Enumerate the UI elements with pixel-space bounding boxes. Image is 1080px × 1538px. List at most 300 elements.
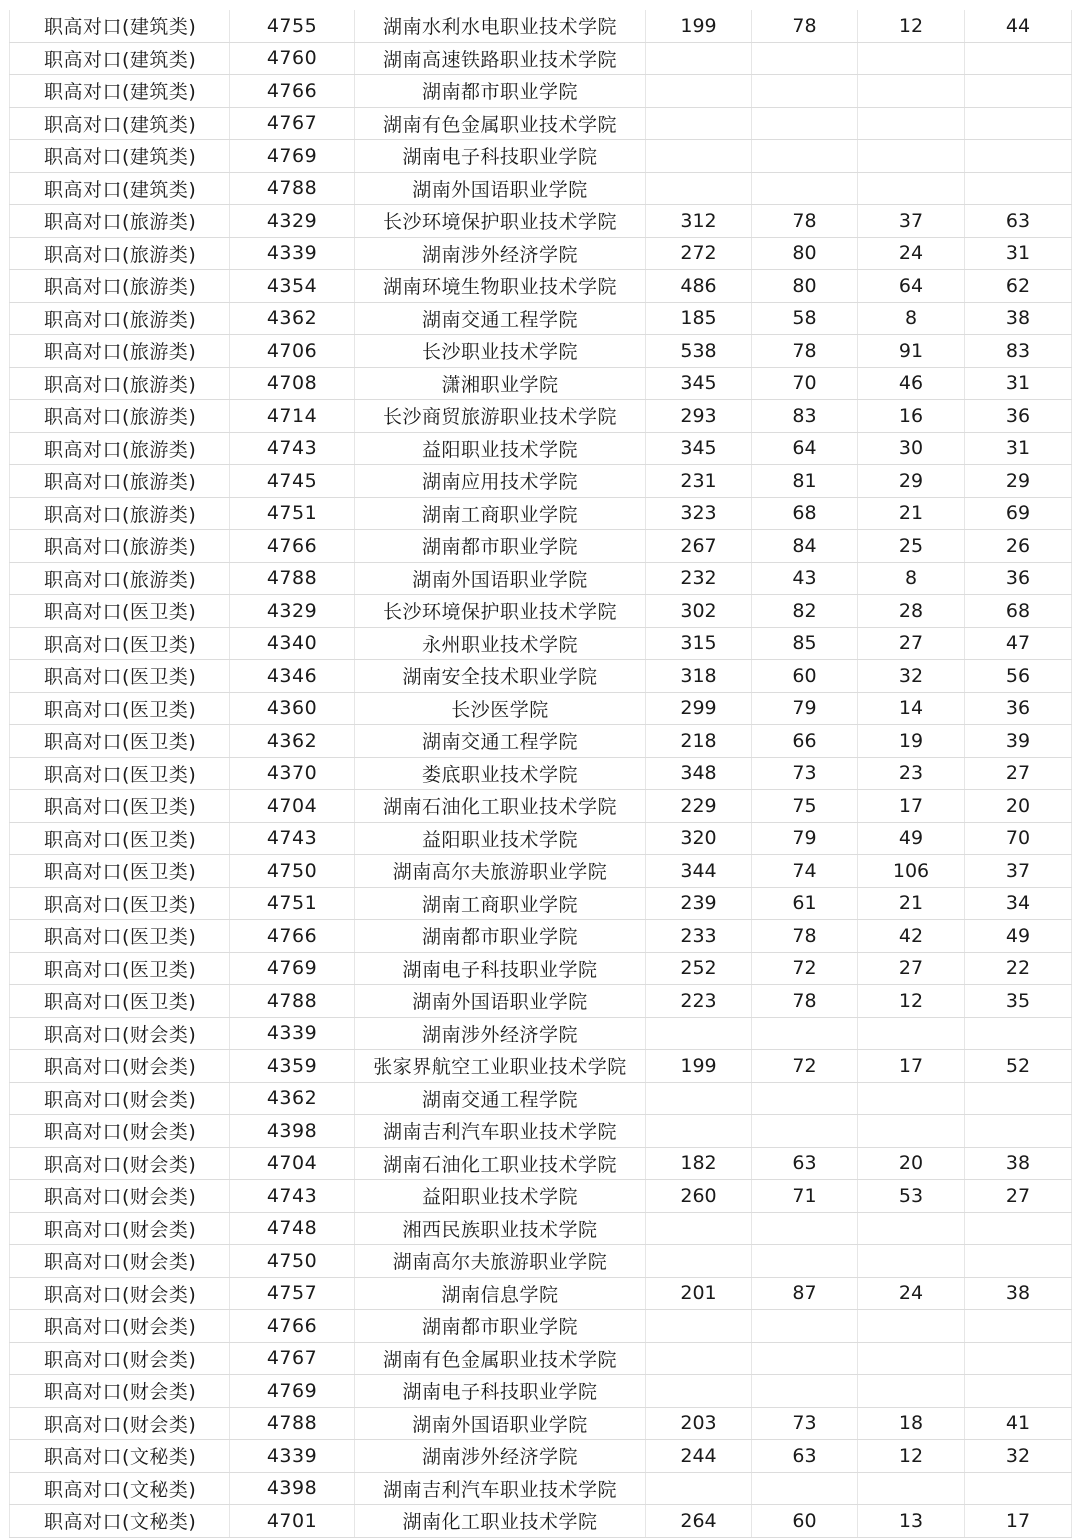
table-row: [10, 1017, 1072, 1050]
value-4-cell: [965, 42, 1072, 75]
value-3-cell: 12: [858, 1440, 965, 1473]
value-3-cell: 12: [858, 10, 965, 42]
value-4-cell: 27: [965, 757, 1072, 790]
school-name-cell: 湖南应用技术学院: [355, 465, 646, 498]
value-3-cell: [858, 107, 965, 140]
school-name-cell: 湖南交通工程学院: [355, 725, 646, 758]
school-code-cell: 4767: [230, 1342, 355, 1375]
table-row: [10, 42, 1072, 75]
table-row: [10, 270, 1072, 303]
value-1-cell: 199: [646, 10, 752, 42]
school-code-cell: 4398: [230, 1115, 355, 1148]
school-name-cell: 张家界航空工业职业技术学院: [355, 1050, 646, 1083]
table-row: [10, 1115, 1072, 1148]
value-2-cell: 80: [752, 270, 858, 303]
value-3-cell: 42: [858, 920, 965, 953]
value-1-cell: 199: [646, 1050, 752, 1083]
value-2-cell: 74: [752, 855, 858, 888]
value-1-cell: [646, 1342, 752, 1375]
value-4-cell: [965, 1472, 1072, 1505]
school-name-cell: 娄底职业技术学院: [355, 757, 646, 790]
category-cell: 职高对口(医卫类): [10, 595, 230, 628]
value-2-cell: 82: [752, 595, 858, 628]
category-cell: 职高对口(旅游类): [10, 400, 230, 433]
value-2-cell: [752, 1212, 858, 1245]
value-1-cell: 320: [646, 822, 752, 855]
value-1-cell: 218: [646, 725, 752, 758]
value-2-cell: [752, 140, 858, 173]
value-3-cell: 8: [858, 302, 965, 335]
value-1-cell: 244: [646, 1440, 752, 1473]
value-1-cell: [646, 172, 752, 205]
value-3-cell: 91: [858, 335, 965, 368]
category-cell: 职高对口(财会类): [10, 1277, 230, 1310]
school-code-cell: 4755: [230, 10, 355, 42]
table-row: [10, 790, 1072, 823]
value-4-cell: 56: [965, 660, 1072, 693]
category-cell: 职高对口(财会类): [10, 1245, 230, 1278]
value-4-cell: [965, 172, 1072, 205]
value-4-cell: 39: [965, 725, 1072, 758]
value-1-cell: [646, 1017, 752, 1050]
value-1-cell: 344: [646, 855, 752, 888]
table-row: [10, 822, 1072, 855]
value-2-cell: 71: [752, 1180, 858, 1213]
category-cell: 职高对口(文秘类): [10, 1505, 230, 1538]
value-4-cell: 62: [965, 270, 1072, 303]
school-code-cell: 4370: [230, 757, 355, 790]
category-cell: 职高对口(旅游类): [10, 367, 230, 400]
category-cell: 职高对口(财会类): [10, 1147, 230, 1180]
school-name-cell: 湖南电子科技职业学院: [355, 952, 646, 985]
category-cell: 职高对口(建筑类): [10, 107, 230, 140]
value-4-cell: [965, 1017, 1072, 1050]
value-3-cell: 21: [858, 497, 965, 530]
school-code-cell: 4329: [230, 595, 355, 628]
school-name-cell: 湖南吉利汽车职业技术学院: [355, 1472, 646, 1505]
value-2-cell: 61: [752, 887, 858, 920]
school-code-cell: 4708: [230, 367, 355, 400]
value-1-cell: 312: [646, 205, 752, 238]
value-3-cell: 25: [858, 530, 965, 563]
school-code-cell: 4767: [230, 107, 355, 140]
category-cell: 职高对口(财会类): [10, 1115, 230, 1148]
school-name-cell: 长沙医学院: [355, 692, 646, 725]
category-cell: 职高对口(医卫类): [10, 887, 230, 920]
school-code-cell: 4766: [230, 75, 355, 108]
value-1-cell: 264: [646, 1505, 752, 1538]
table-row: [10, 1212, 1072, 1245]
value-2-cell: 85: [752, 627, 858, 660]
value-2-cell: 70: [752, 367, 858, 400]
value-2-cell: 78: [752, 10, 858, 42]
value-2-cell: [752, 1017, 858, 1050]
table-row: [10, 562, 1072, 595]
category-cell: 职高对口(旅游类): [10, 562, 230, 595]
value-1-cell: [646, 1375, 752, 1408]
value-4-cell: [965, 1082, 1072, 1115]
school-name-cell: 湖南工商职业学院: [355, 887, 646, 920]
value-1-cell: [646, 1472, 752, 1505]
category-cell: 职高对口(建筑类): [10, 10, 230, 42]
school-name-cell: 湖南高尔夫旅游职业学院: [355, 855, 646, 888]
value-2-cell: [752, 1310, 858, 1343]
school-code-cell: 4743: [230, 1180, 355, 1213]
category-cell: 职高对口(旅游类): [10, 465, 230, 498]
table-row: [10, 1082, 1072, 1115]
value-3-cell: 28: [858, 595, 965, 628]
school-code-cell: 4750: [230, 855, 355, 888]
school-name-cell: 湖南外国语职业学院: [355, 172, 646, 205]
school-code-cell: 4340: [230, 627, 355, 660]
school-name-cell: 湘西民族职业技术学院: [355, 1212, 646, 1245]
table-row: [10, 1147, 1072, 1180]
value-3-cell: 8: [858, 562, 965, 595]
value-3-cell: 24: [858, 1277, 965, 1310]
table-row: [10, 172, 1072, 205]
value-1-cell: [646, 1115, 752, 1148]
category-cell: 职高对口(医卫类): [10, 822, 230, 855]
category-cell: 职高对口(财会类): [10, 1050, 230, 1083]
category-cell: 职高对口(旅游类): [10, 530, 230, 563]
value-4-cell: 17: [965, 1505, 1072, 1538]
school-name-cell: 益阳职业技术学院: [355, 822, 646, 855]
score-table-sheet: [9, 10, 1071, 1538]
value-3-cell: [858, 172, 965, 205]
school-code-cell: 4788: [230, 172, 355, 205]
value-1-cell: 252: [646, 952, 752, 985]
value-3-cell: 30: [858, 432, 965, 465]
school-code-cell: 4760: [230, 42, 355, 75]
value-4-cell: 31: [965, 432, 1072, 465]
value-2-cell: 72: [752, 952, 858, 985]
category-cell: 职高对口(旅游类): [10, 270, 230, 303]
value-4-cell: 49: [965, 920, 1072, 953]
value-2-cell: [752, 75, 858, 108]
value-4-cell: 26: [965, 530, 1072, 563]
value-4-cell: 69: [965, 497, 1072, 530]
value-4-cell: [965, 1310, 1072, 1343]
value-2-cell: [752, 1082, 858, 1115]
category-cell: 职高对口(财会类): [10, 1180, 230, 1213]
value-3-cell: 64: [858, 270, 965, 303]
school-name-cell: 湖南有色金属职业技术学院: [355, 107, 646, 140]
school-code-cell: 4750: [230, 1245, 355, 1278]
value-3-cell: [858, 1310, 965, 1343]
value-1-cell: 229: [646, 790, 752, 823]
value-2-cell: [752, 107, 858, 140]
value-1-cell: 345: [646, 432, 752, 465]
value-1-cell: [646, 140, 752, 173]
value-2-cell: 72: [752, 1050, 858, 1083]
value-1-cell: 239: [646, 887, 752, 920]
value-3-cell: [858, 1342, 965, 1375]
category-cell: 职高对口(建筑类): [10, 140, 230, 173]
school-name-cell: 益阳职业技术学院: [355, 1180, 646, 1213]
table-row: [10, 757, 1072, 790]
value-2-cell: 78: [752, 335, 858, 368]
value-2-cell: 78: [752, 205, 858, 238]
value-3-cell: 18: [858, 1407, 965, 1440]
value-3-cell: 13: [858, 1505, 965, 1538]
value-1-cell: 182: [646, 1147, 752, 1180]
value-3-cell: 32: [858, 660, 965, 693]
value-3-cell: [858, 1115, 965, 1148]
value-2-cell: [752, 42, 858, 75]
school-name-cell: 潇湘职业学院: [355, 367, 646, 400]
table-row: [10, 725, 1072, 758]
table-row: [10, 1407, 1072, 1440]
value-4-cell: [965, 107, 1072, 140]
school-name-cell: 湖南电子科技职业学院: [355, 140, 646, 173]
school-name-cell: 湖南涉外经济学院: [355, 1017, 646, 1050]
value-4-cell: 36: [965, 562, 1072, 595]
value-4-cell: [965, 1342, 1072, 1375]
school-code-cell: 4751: [230, 887, 355, 920]
value-4-cell: 36: [965, 400, 1072, 433]
table-row: [10, 1180, 1072, 1213]
school-name-cell: 湖南安全技术职业学院: [355, 660, 646, 693]
value-4-cell: 44: [965, 10, 1072, 42]
value-2-cell: 81: [752, 465, 858, 498]
value-2-cell: 73: [752, 1407, 858, 1440]
school-name-cell: 长沙职业技术学院: [355, 335, 646, 368]
school-name-cell: 长沙商贸旅游职业技术学院: [355, 400, 646, 433]
category-cell: 职高对口(文秘类): [10, 1440, 230, 1473]
school-code-cell: 4359: [230, 1050, 355, 1083]
value-2-cell: [752, 1115, 858, 1148]
value-3-cell: 14: [858, 692, 965, 725]
value-2-cell: 64: [752, 432, 858, 465]
table-row: [10, 920, 1072, 953]
school-name-cell: 湖南涉外经济学院: [355, 237, 646, 270]
table-row: [10, 75, 1072, 108]
table-row: [10, 855, 1072, 888]
value-4-cell: 32: [965, 1440, 1072, 1473]
value-4-cell: 38: [965, 1277, 1072, 1310]
value-1-cell: 315: [646, 627, 752, 660]
value-2-cell: 83: [752, 400, 858, 433]
table-row: [10, 140, 1072, 173]
value-3-cell: [858, 42, 965, 75]
value-1-cell: [646, 42, 752, 75]
school-name-cell: 永州职业技术学院: [355, 627, 646, 660]
value-3-cell: 17: [858, 790, 965, 823]
table-row: [10, 1277, 1072, 1310]
school-name-cell: 湖南水利水电职业技术学院: [355, 10, 646, 42]
school-name-cell: 益阳职业技术学院: [355, 432, 646, 465]
category-cell: 职高对口(财会类): [10, 1342, 230, 1375]
value-1-cell: [646, 1212, 752, 1245]
value-1-cell: 323: [646, 497, 752, 530]
school-name-cell: 湖南有色金属职业技术学院: [355, 1342, 646, 1375]
value-1-cell: 232: [646, 562, 752, 595]
table-row: [10, 1310, 1072, 1343]
category-cell: 职高对口(财会类): [10, 1407, 230, 1440]
table-row: [10, 1375, 1072, 1408]
value-4-cell: 52: [965, 1050, 1072, 1083]
table-row: [10, 1440, 1072, 1473]
value-2-cell: 79: [752, 692, 858, 725]
school-code-cell: 4743: [230, 432, 355, 465]
school-name-cell: 湖南石油化工职业技术学院: [355, 790, 646, 823]
category-cell: 职高对口(财会类): [10, 1375, 230, 1408]
table-row: [10, 887, 1072, 920]
table-row: [10, 952, 1072, 985]
table-row: [10, 1245, 1072, 1278]
school-code-cell: 4339: [230, 1017, 355, 1050]
value-3-cell: 106: [858, 855, 965, 888]
value-1-cell: 185: [646, 302, 752, 335]
value-3-cell: 20: [858, 1147, 965, 1180]
value-2-cell: 60: [752, 1505, 858, 1538]
category-cell: 职高对口(旅游类): [10, 335, 230, 368]
value-2-cell: 66: [752, 725, 858, 758]
category-cell: 职高对口(医卫类): [10, 790, 230, 823]
value-1-cell: 223: [646, 985, 752, 1018]
category-cell: 职高对口(医卫类): [10, 627, 230, 660]
value-2-cell: 60: [752, 660, 858, 693]
table-row: [10, 1342, 1072, 1375]
school-code-cell: 4346: [230, 660, 355, 693]
school-name-cell: 湖南石油化工职业技术学院: [355, 1147, 646, 1180]
value-3-cell: [858, 1212, 965, 1245]
value-2-cell: 87: [752, 1277, 858, 1310]
value-2-cell: [752, 1375, 858, 1408]
school-name-cell: 湖南都市职业学院: [355, 920, 646, 953]
table-row: [10, 1472, 1072, 1505]
category-cell: 职高对口(医卫类): [10, 660, 230, 693]
school-name-cell: 湖南外国语职业学院: [355, 562, 646, 595]
school-code-cell: 4766: [230, 530, 355, 563]
school-code-cell: 4745: [230, 465, 355, 498]
table-row: [10, 530, 1072, 563]
table-row: [10, 1050, 1072, 1083]
category-cell: 职高对口(财会类): [10, 1017, 230, 1050]
value-1-cell: 233: [646, 920, 752, 953]
school-code-cell: 4788: [230, 985, 355, 1018]
value-3-cell: 46: [858, 367, 965, 400]
school-code-cell: 4766: [230, 920, 355, 953]
value-1-cell: 318: [646, 660, 752, 693]
value-2-cell: 75: [752, 790, 858, 823]
table-row: [10, 400, 1072, 433]
category-cell: 职高对口(旅游类): [10, 497, 230, 530]
school-name-cell: 湖南环境生物职业技术学院: [355, 270, 646, 303]
school-code-cell: 4743: [230, 822, 355, 855]
table-row: [10, 497, 1072, 530]
school-code-cell: 4706: [230, 335, 355, 368]
table-row: [10, 465, 1072, 498]
category-cell: 职高对口(医卫类): [10, 692, 230, 725]
value-4-cell: 20: [965, 790, 1072, 823]
value-4-cell: 38: [965, 302, 1072, 335]
table-row: [10, 10, 1072, 42]
table-row: [10, 432, 1072, 465]
value-3-cell: [858, 75, 965, 108]
score-table: [9, 10, 1072, 1538]
category-cell: 职高对口(旅游类): [10, 237, 230, 270]
category-cell: 职高对口(建筑类): [10, 42, 230, 75]
value-3-cell: [858, 1375, 965, 1408]
school-name-cell: 长沙环境保护职业技术学院: [355, 205, 646, 238]
value-3-cell: 49: [858, 822, 965, 855]
value-4-cell: 22: [965, 952, 1072, 985]
school-code-cell: 4788: [230, 562, 355, 595]
value-4-cell: 31: [965, 237, 1072, 270]
school-code-cell: 4354: [230, 270, 355, 303]
table-row: [10, 985, 1072, 1018]
school-name-cell: 湖南工商职业学院: [355, 497, 646, 530]
school-name-cell: 湖南交通工程学院: [355, 302, 646, 335]
school-code-cell: 4769: [230, 140, 355, 173]
value-3-cell: 27: [858, 952, 965, 985]
value-1-cell: 293: [646, 400, 752, 433]
school-code-cell: 4329: [230, 205, 355, 238]
value-2-cell: 63: [752, 1147, 858, 1180]
value-3-cell: 12: [858, 985, 965, 1018]
value-4-cell: [965, 140, 1072, 173]
value-3-cell: [858, 140, 965, 173]
school-code-cell: 4766: [230, 1310, 355, 1343]
category-cell: 职高对口(医卫类): [10, 985, 230, 1018]
value-1-cell: 267: [646, 530, 752, 563]
category-cell: 职高对口(旅游类): [10, 205, 230, 238]
value-2-cell: 79: [752, 822, 858, 855]
value-2-cell: 84: [752, 530, 858, 563]
value-3-cell: 23: [858, 757, 965, 790]
value-4-cell: 35: [965, 985, 1072, 1018]
value-1-cell: [646, 1310, 752, 1343]
school-name-cell: 湖南外国语职业学院: [355, 985, 646, 1018]
value-4-cell: 47: [965, 627, 1072, 660]
value-2-cell: [752, 1342, 858, 1375]
value-1-cell: [646, 1245, 752, 1278]
value-4-cell: 63: [965, 205, 1072, 238]
category-cell: 职高对口(旅游类): [10, 302, 230, 335]
value-1-cell: 203: [646, 1407, 752, 1440]
table-row: [10, 107, 1072, 140]
value-2-cell: 68: [752, 497, 858, 530]
category-cell: 职高对口(建筑类): [10, 172, 230, 205]
table-row: [10, 1505, 1072, 1538]
school-code-cell: 4751: [230, 497, 355, 530]
school-name-cell: 湖南都市职业学院: [355, 75, 646, 108]
school-code-cell: 4714: [230, 400, 355, 433]
school-name-cell: 湖南外国语职业学院: [355, 1407, 646, 1440]
value-3-cell: 17: [858, 1050, 965, 1083]
school-name-cell: 湖南都市职业学院: [355, 1310, 646, 1343]
category-cell: 职高对口(财会类): [10, 1082, 230, 1115]
school-name-cell: 湖南电子科技职业学院: [355, 1375, 646, 1408]
value-1-cell: 345: [646, 367, 752, 400]
value-2-cell: [752, 1245, 858, 1278]
value-3-cell: 24: [858, 237, 965, 270]
table-body: [10, 10, 1072, 1537]
value-4-cell: 37: [965, 855, 1072, 888]
value-1-cell: [646, 107, 752, 140]
category-cell: 职高对口(医卫类): [10, 725, 230, 758]
table-row: [10, 627, 1072, 660]
value-3-cell: 37: [858, 205, 965, 238]
school-code-cell: 4362: [230, 725, 355, 758]
value-2-cell: 78: [752, 920, 858, 953]
school-name-cell: 湖南都市职业学院: [355, 530, 646, 563]
school-code-cell: 4339: [230, 237, 355, 270]
value-2-cell: 73: [752, 757, 858, 790]
school-name-cell: 湖南化工职业技术学院: [355, 1505, 646, 1538]
value-2-cell: [752, 172, 858, 205]
